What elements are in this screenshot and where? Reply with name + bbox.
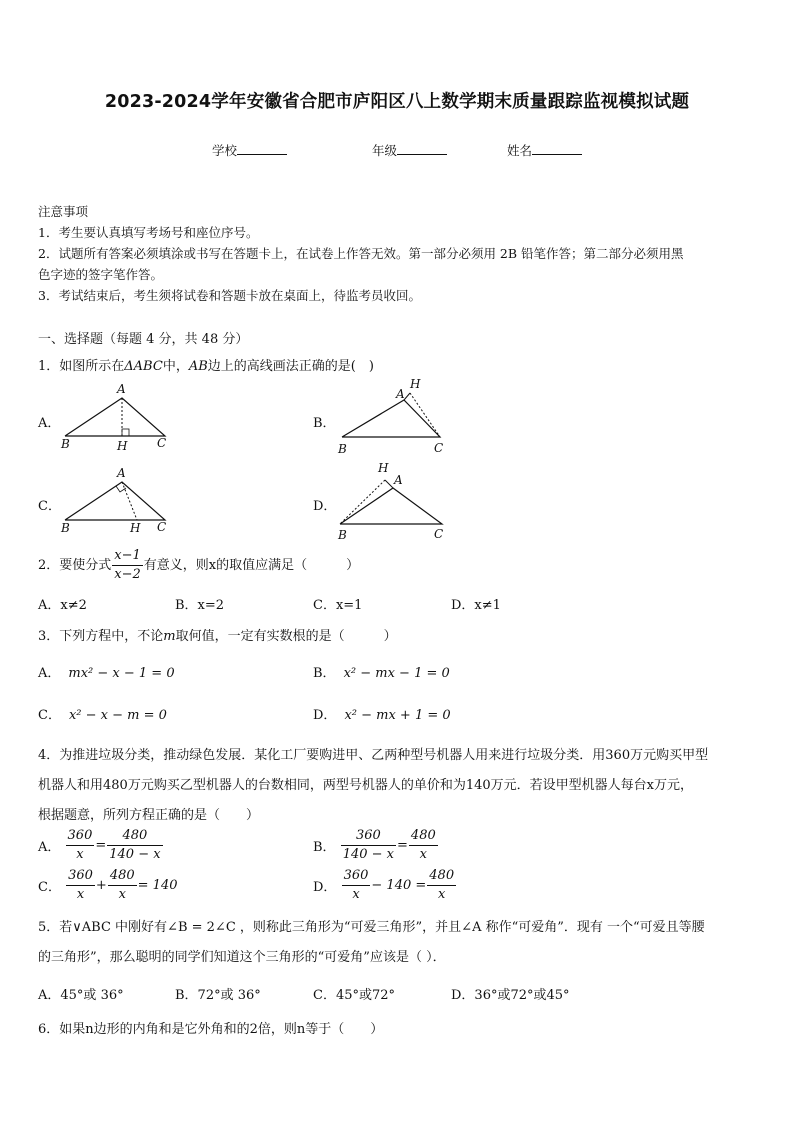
name-field [507,141,582,159]
q1-figure-b [330,374,460,459]
vertex-label: A [117,466,126,480]
section-heading: 一、选择题（每题 4 分，共 48 分） [38,332,249,347]
q1-option-b-label: B． [313,416,336,431]
q3-option-b: B． x² − mx − 1 = 0 [313,666,450,681]
notes-item: 色字迹的签字笔作答。 [38,267,164,282]
grade-field [372,141,447,159]
q1-option-c-label: C． [38,499,61,514]
notes-heading: 注意事项 [38,204,89,219]
school-field [212,141,287,159]
vertex-label: B [61,521,70,535]
q1-figure-c [55,462,185,540]
q2-option-b: B．x=2 [175,598,225,613]
q2-option-a: A．x≠2 [38,598,87,613]
fraction: $\frac{x-1}{x-2}$ [114,548,141,582]
question-3-stem: 3．下列方程中，不论m取何值，一定有实数根的是（ ） [38,629,397,644]
q4-option-d: D． $\frac{360}{x}$ − 140 = $\frac{480}{x}$ [313,868,455,902]
vertex-label: H [410,377,421,391]
q1-figure-a [55,380,185,455]
q3-option-a: A． mx² − x − 1 = 0 [38,666,175,681]
vertex-label: A [394,473,403,487]
vertex-label: H [378,461,389,475]
notes-item: 2．试题所有答案必须填涂或书写在答题卡上，在试卷上作答无效。第一部分必须用 2B 铅笔作答；第二部分必须用黑 [38,246,684,261]
vertex-label: H [130,521,141,535]
q1-figure-d [330,458,460,542]
question-1-stem: 1．如图所示在ΔABC中，AB边上的高线画法正确的是( ) [38,359,374,374]
vertex-label: A [117,382,126,396]
q4-option-c: C． $\frac{360}{x}$ + $\frac{480}{x}$ = 140 [38,868,178,902]
grade-blank [397,142,447,155]
vertex-label: B [338,528,347,542]
vertex-label: B [338,442,347,456]
q4-option-b: B． $\frac{360}{140 - x}$ = $\frac{480}{x}$ [313,828,436,862]
notes-section [38,201,684,306]
q2-option-d: D．x≠1 [451,598,501,613]
q4-option-a: A． $\frac{360}{x}$ = $\frac{480}{140 - x}$ [38,828,161,862]
q3-option-d: D． x² − mx + 1 = 0 [313,708,451,723]
page-title: 2023-2024学年安徽省合肥市庐阳区八上数学期末质量跟踪监视模拟试题 [104,92,690,112]
notes-item: 3．考试结束后，考生须将试卷和答题卡放在桌面上，待监考员收回。 [38,288,421,303]
school-blank [237,142,287,155]
vertex-label: H [117,439,128,453]
question-6-stem: 6．如果n边形的内角和是它外角和的2倍，则n等于（ ） [38,1022,384,1037]
question-5-stem: 5．若∨ABC 中刚好有∠B = 2∠C ，则称此三角形为“可爱三角形”，并且∠A 称作“可爱角”．现有 一个“可爱且等腰 的三角形”，那么聪明的同学们知道这个三角形的“可爱角”应该是（ ）． [38,920,705,965]
q5-option-b: B．72°或 36° [175,988,261,1003]
name-label: 姓名 [507,143,533,158]
notes-item: 1．考生要认真填写考场号和座位序号。 [38,225,259,240]
q5-option-a: A．45°或 36° [38,988,124,1003]
vertex-label: C [157,436,167,450]
q5-option-c: C．45°或72° [313,988,396,1003]
vertex-label: B [61,437,70,451]
vertex-label: C [434,441,444,455]
q1-option-a-label: A． [38,416,61,431]
school-label: 学校 [212,143,238,158]
q5-option-d: D．36°或72°或45° [451,988,570,1003]
grade-label: 年级 [372,143,398,158]
vertex-label: A [396,387,405,401]
vertex-label: C [157,520,167,534]
question-4-stem: 4．为推进垃圾分类，推动绿色发展．某化工厂要购进甲、乙两种型号机器人用来进行垃圾分类．用360万元购买甲型 机器人和用480万元购买乙型机器人的台数相同，两型号机器人的单价和为140万元．若设甲型机器人每台x万元， 根据题意，所列方程正确的是（ ） [38,748,709,823]
vertex-label: C [434,527,444,541]
q1-option-d-label: D． [313,499,337,514]
question-2-stem: 2．要使分式 $\frac{x-1}{x-2}$ 有意义，则x的取值应满足（ ） [38,548,360,582]
name-blank [532,142,582,155]
q2-option-c: C．x=1 [313,598,363,613]
q3-option-c: C． x² − x − m = 0 [38,708,167,723]
